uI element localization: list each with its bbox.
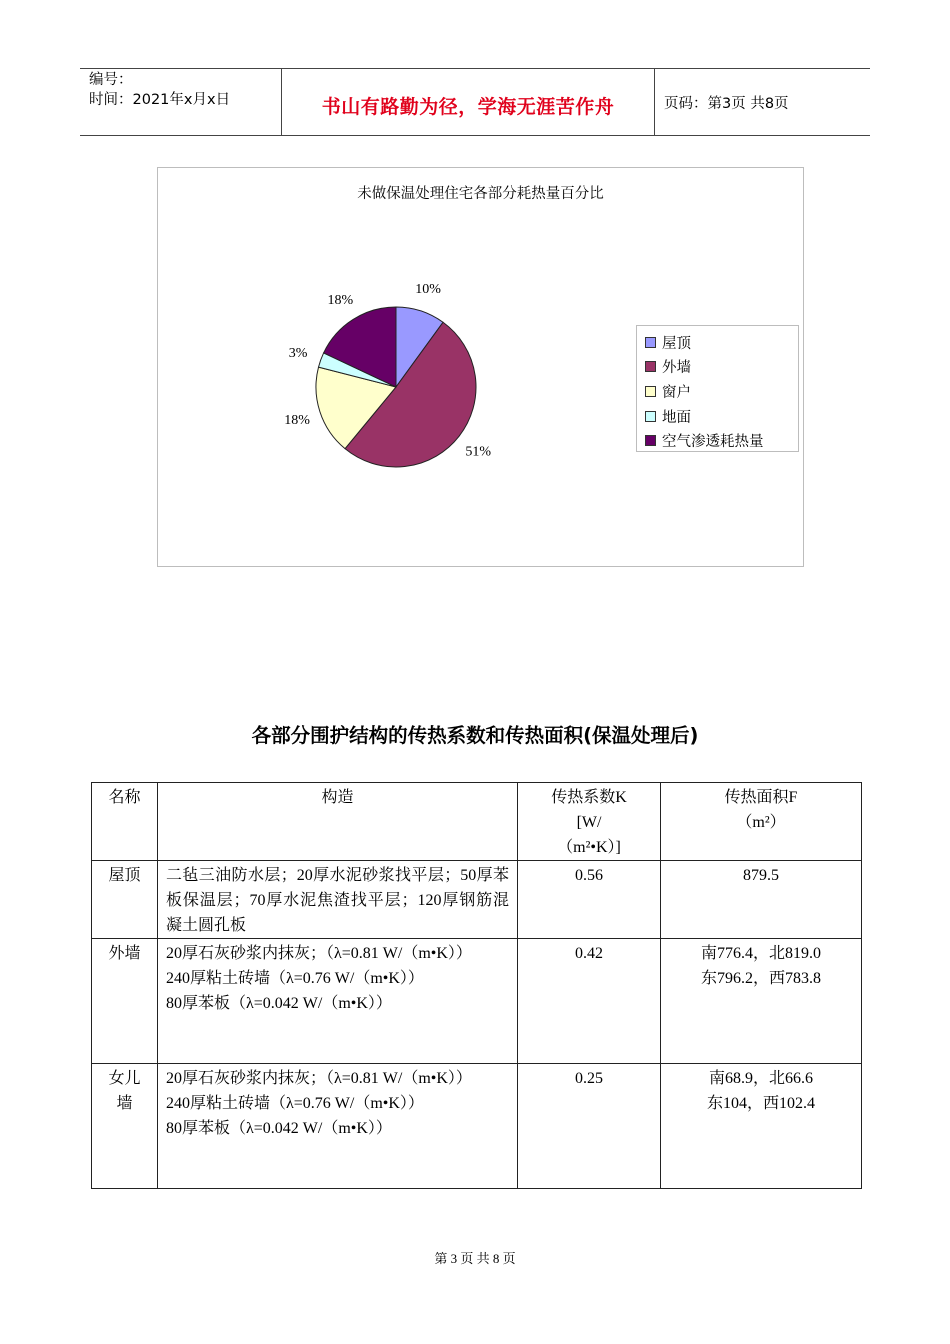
header-k-line: [W/ [576,814,602,831]
construction-line: 二毡三油防水层；20厚水泥砂浆找平层；50厚苯板保温层；70厚水泥焦渣找平层；120厚钢筋混凝土圆孔板 [166,867,509,934]
header-k [518,783,661,861]
area-line: 南68.9，北66.6 [708,1070,813,1087]
header-name: 名称 [92,783,158,861]
row-construction [158,1064,518,1189]
table-header-row [92,783,862,861]
header-area [661,783,862,861]
pie-data-label: 3% [288,345,308,361]
doc-number-label: 编号： [89,72,133,88]
header-area-line: 传热面积F [724,789,798,806]
pie-chart [157,167,804,567]
legend-swatch [645,337,656,348]
chart-title: 未做保温处理住宅各部分耗热量百分比 [357,186,604,202]
area-line: 南776.4，北819.0 [700,945,821,962]
table-row [92,1064,862,1189]
doc-date: 时间：2021年x月x日 [89,92,231,108]
legend-item [645,331,691,353]
row-name-text: 女儿墙 [108,1070,141,1112]
row-construction [158,939,518,1064]
legend-swatch [645,386,656,397]
row-k: 0.25 [518,1064,661,1189]
construction-line: 20厚石灰砂浆内抹灰；（λ=0.81 W/（m•K）） [166,945,472,962]
legend-swatch [645,411,656,422]
legend-swatch [645,435,656,446]
construction-line: 80厚苯板（λ=0.042 W/（m•K）） [166,995,392,1012]
header-divider [654,69,655,135]
construction-line: 80厚苯板（λ=0.042 W/（m•K）） [166,1120,392,1137]
header-k-line: （m²•K）] [557,839,621,856]
heat-transfer-table [91,782,862,1189]
legend-label: 屋顶 [662,335,691,352]
legend-label: 外墙 [662,359,691,376]
row-area [661,861,862,939]
table-row [92,861,862,939]
table-title: 各部分围护结构的传热系数和传热面积(保温处理后) [251,724,699,747]
area-line: 东796.2，西783.8 [700,970,821,987]
page-footer: 第 3 页 共 8 页 [434,1251,516,1266]
row-name: 屋顶 [92,861,158,939]
header-area-line: （m²） [736,814,786,831]
pie-data-label: 18% [327,293,354,309]
legend-label: 窗户 [662,384,691,401]
pie-data-label: 18% [284,413,310,429]
chart-legend [636,325,799,452]
legend-label: 地面 [662,409,691,426]
row-construction [158,861,518,939]
page-number-label: 页码：第3页 共8页 [664,96,789,112]
header-top-rule [80,68,870,69]
row-name: 外墙 [92,939,158,1064]
header-construction: 构造 [158,783,518,861]
row-area [661,1064,862,1189]
construction-line: 20厚石灰砂浆内抹灰；（λ=0.81 W/（m•K）） [166,1070,472,1087]
header-bottom-rule [80,135,870,136]
area-line: 东104，西102.4 [706,1095,815,1112]
row-k: 0.42 [518,939,661,1064]
legend-item [645,380,691,402]
area-line: 879.5 [743,867,779,884]
table-row [92,939,862,1064]
legend-item [645,405,691,427]
legend-item [645,429,764,451]
construction-line: 240厚粘土砖墙（λ=0.76 W/（m•K）） [166,1095,424,1112]
header-k-line: 传热系数K [551,789,627,806]
legend-item [645,355,691,377]
pie-data-label: 51% [465,444,492,460]
construction-line: 240厚粘土砖墙（λ=0.76 W/（m•K）） [166,970,424,987]
row-area [661,939,862,1064]
legend-swatch [645,361,656,372]
header-motto: 书山有路勤为径，学海无涯苦作舟 [321,96,615,118]
row-k: 0.56 [518,861,661,939]
pie-data-label: 10% [415,282,441,298]
row-name [92,1064,158,1189]
legend-label: 空气渗透耗热量 [662,433,764,450]
